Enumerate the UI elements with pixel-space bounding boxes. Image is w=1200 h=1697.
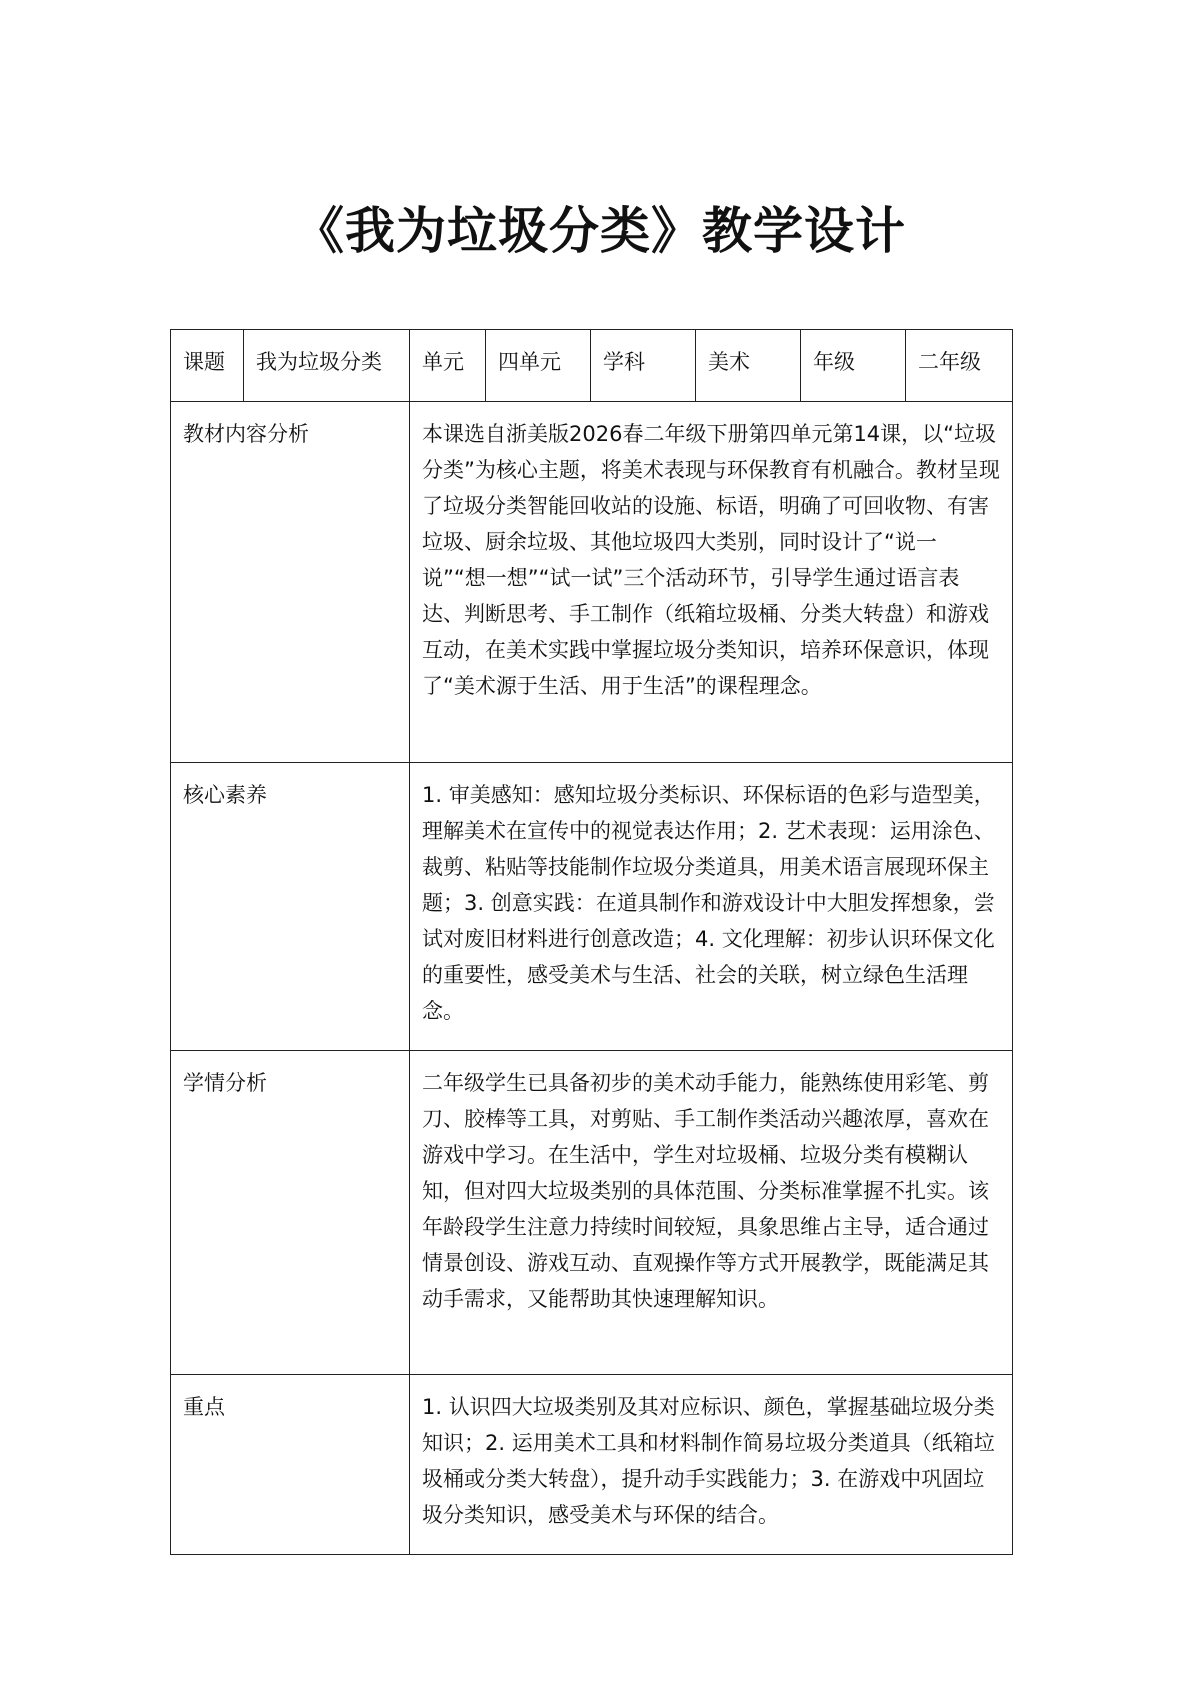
section-label: 教材内容分析 [171,402,410,763]
section-label: 学情分析 [171,1051,410,1375]
lesson-plan-table [170,329,1013,1555]
subject-label: 学科 [591,330,696,402]
section-content: 本课选自浙美版2026春二年级下册第四单元第14课，以“垃圾分类”为核心主题，将美术表现与环保教育有机融合。教材呈现了垃圾分类智能回收站的设施、标语，明确了可回收物、有害垃圾、厨余垃圾、其他垃圾四大类别，同时设计了“说一说”“想一想”“试一试”三个活动环节，引导学生通过语言表达、判断思考、手工制作（纸箱垃圾桶、分类大转盘）和游戏互动，在美术实践中掌握垃圾分类知识，培养环保意识，体现了“美术源于生活、用于生活”的课程理念。 [410,402,1013,763]
section-row-textbook-analysis [171,402,1013,763]
grade-label: 年级 [801,330,906,402]
topic-value: 我为垃圾分类 [244,330,410,402]
header-row [171,330,1013,402]
unit-label: 单元 [410,330,486,402]
grade-value: 二年级 [906,330,1013,402]
section-content: 1. 审美感知：感知垃圾分类标识、环保标语的色彩与造型美，理解美术在宣传中的视觉表达作用；2. 艺术表现：运用涂色、裁剪、粘贴等技能制作垃圾分类道具，用美术语言展现环保主题；3. 创意实践：在道具制作和游戏设计中大胆发挥想象，尝试对废旧材料进行创意改造；4. 文化理解：初步认识环保文化的重要性，感受美术与生活、社会的关联，树立绿色生活理念。 [410,763,1013,1051]
section-row-core-literacy [171,763,1013,1051]
section-row-learner-analysis [171,1051,1013,1375]
subject-value: 美术 [696,330,801,402]
section-content: 1. 认识四大垃圾类别及其对应标识、颜色，掌握基础垃圾分类知识；2. 运用美术工具和材料制作简易垃圾分类道具（纸箱垃圾桶或分类大转盘），提升动手实践能力；3. 在游戏中巩固垃圾分类知识，感受美术与环保的结合。 [410,1375,1013,1555]
section-label: 重点 [171,1375,410,1555]
section-content: 二年级学生已具备初步的美术动手能力，能熟练使用彩笔、剪刀、胶棒等工具，对剪贴、手工制作类活动兴趣浓厚，喜欢在游戏中学习。在生活中，学生对垃圾桶、垃圾分类有模糊认知，但对四大垃圾类别的具体范围、分类标准掌握不扎实。该年龄段学生注意力持续时间较短，具象思维占主导，适合通过情景创设、游戏互动、直观操作等方式开展教学，既能满足其动手需求，又能帮助其快速理解知识。 [410,1051,1013,1375]
section-row-key-points [171,1375,1013,1555]
document-title: 《我为垃圾分类》教学设计 [294,202,906,260]
topic-label: 课题 [171,330,244,402]
unit-value: 四单元 [486,330,591,402]
section-label: 核心素养 [171,763,410,1051]
